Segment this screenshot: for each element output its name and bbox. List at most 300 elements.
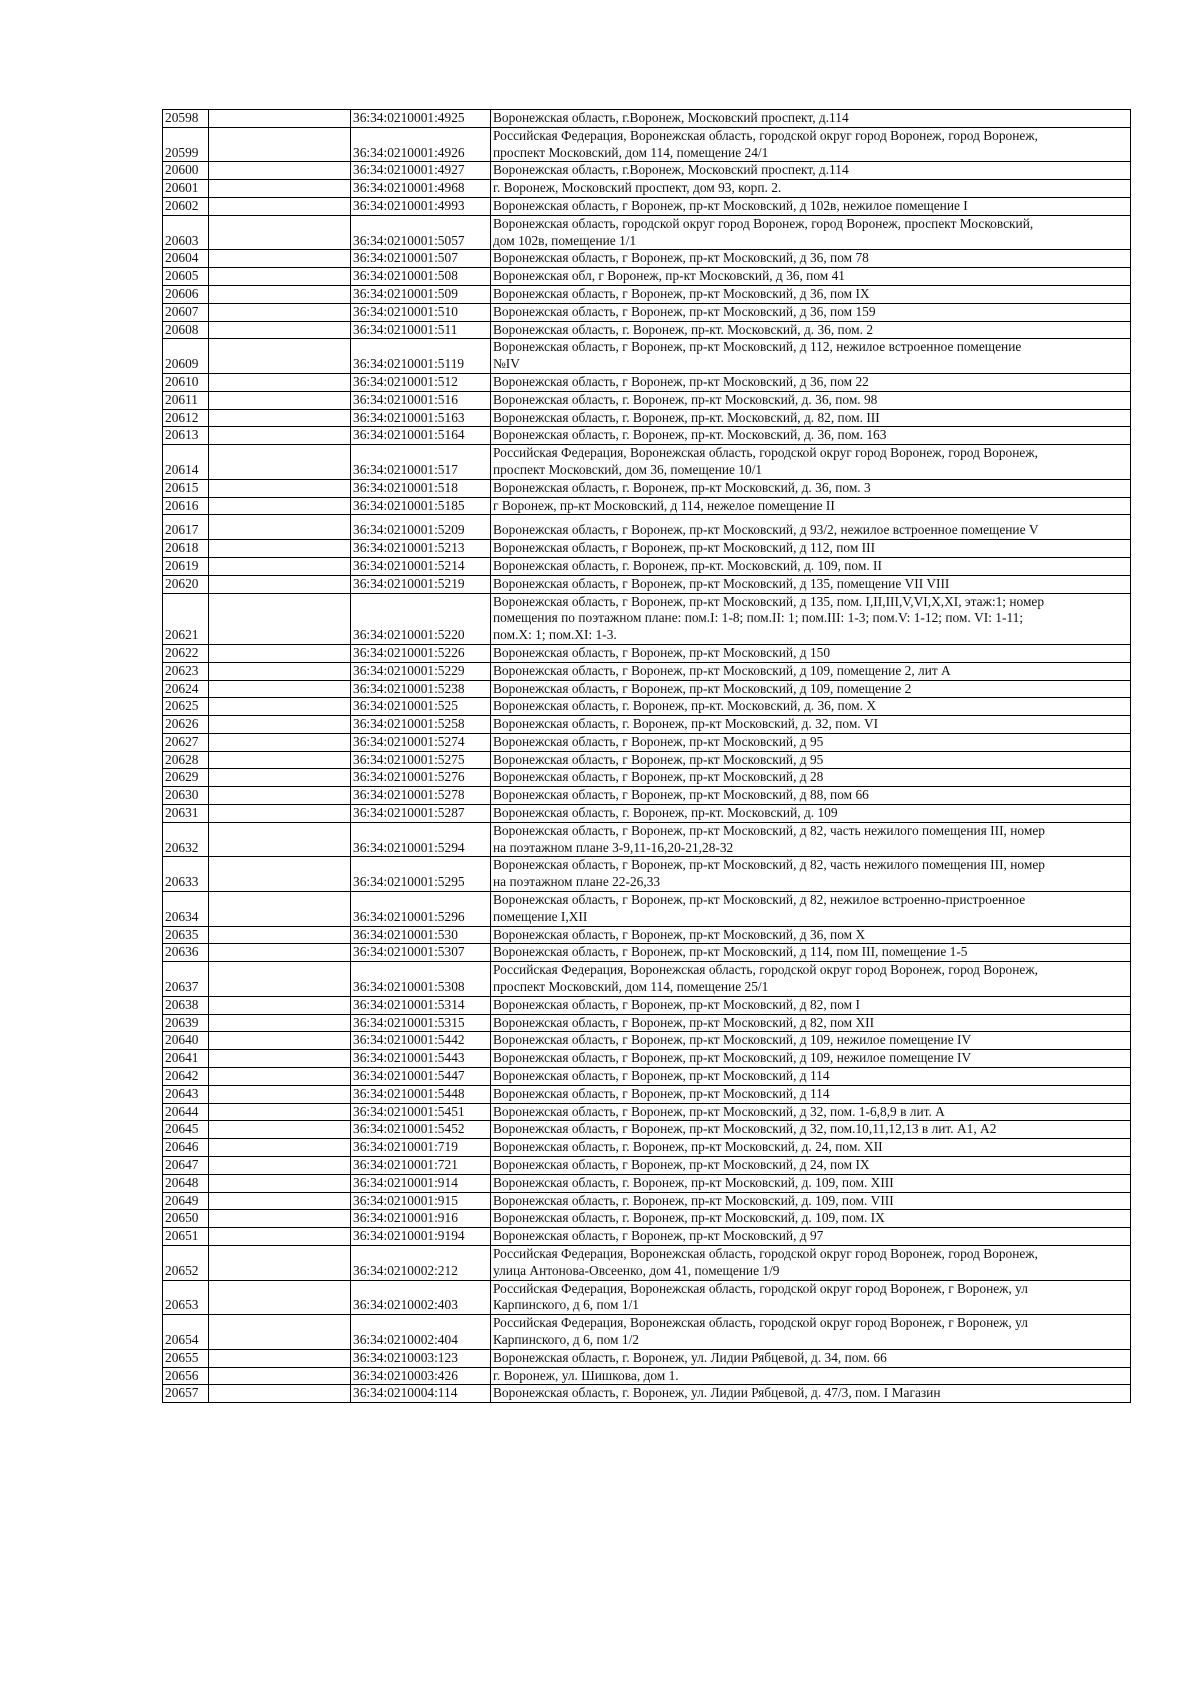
address-cell [491, 445, 1131, 480]
row-number-cell: 20655 [163, 1349, 209, 1367]
empty-cell [209, 427, 351, 445]
address-line: улица Антонова-Овсеенко, дом 41, помещение 1/9 [493, 1262, 780, 1278]
address-cell [491, 962, 1131, 997]
empty-cell [209, 162, 351, 180]
table-row [163, 751, 1131, 769]
cadastral-number-cell: 36:34:0210001:5213 [351, 540, 491, 558]
address-line: Воронежская область, г. Воронеж, пр-кт Московский, д. 36, пом. 98 [493, 391, 878, 407]
cadastral-table [162, 109, 1131, 1403]
address-line: Воронежская область, г. Воронеж, пр-кт Московский, д. 109, пом. XIII [493, 1174, 894, 1190]
cadastral-number-cell: 36:34:0210001:5443 [351, 1050, 491, 1068]
row-number-cell: 20651 [163, 1228, 209, 1246]
empty-cell [209, 515, 351, 540]
row-number-cell: 20608 [163, 321, 209, 339]
table-row [163, 215, 1131, 250]
row-number-cell: 20642 [163, 1068, 209, 1086]
address-line: Воронежская область, г. Воронеж, пр-кт. Московский, д. 109, пом. II [493, 557, 882, 573]
row-number-cell: 20641 [163, 1050, 209, 1068]
empty-cell [209, 926, 351, 944]
address-line: Воронежская область, г. Воронеж, пр-кт Московский, д. 32, пом. VI [493, 716, 879, 732]
cadastral-number-cell: 36:34:0210004:114 [351, 1385, 491, 1403]
row-number-cell: 20650 [163, 1210, 209, 1228]
row-number-cell: 20628 [163, 751, 209, 769]
empty-cell [209, 1068, 351, 1086]
address-line: пом.X: 1; пом.XI: 1-3. [493, 627, 617, 643]
empty-cell [209, 892, 351, 927]
cadastral-number-cell: 36:34:0210001:5307 [351, 944, 491, 962]
address-line: Воронежская область, г. Воронеж, пр-кт Московский, д. 109, пом. IX [493, 1210, 885, 1226]
cadastral-number-cell: 36:34:0210001:4927 [351, 162, 491, 180]
row-number-cell: 20634 [163, 892, 209, 927]
empty-cell [209, 303, 351, 321]
empty-cell [209, 1085, 351, 1103]
empty-cell [209, 644, 351, 662]
empty-cell [209, 1280, 351, 1315]
table-row [163, 1228, 1131, 1246]
row-number-cell: 20613 [163, 427, 209, 445]
address-cell [491, 250, 1131, 268]
address-cell [491, 215, 1131, 250]
address-cell [491, 427, 1131, 445]
address-line: Воронежская область, г Воронеж, пр-кт Московский, д 82, нежилое встроенно-пристроенное [493, 892, 1026, 908]
address-line: Воронежская область, городской округ город Воронеж, город Воронеж, проспект Московский, [493, 215, 1034, 231]
cadastral-number-cell: 36:34:0210001:4993 [351, 197, 491, 215]
row-number-cell: 20631 [163, 805, 209, 823]
row-number-cell: 20632 [163, 822, 209, 857]
table-row [163, 1014, 1131, 1032]
row-number-cell: 20615 [163, 479, 209, 497]
address-cell [491, 1315, 1131, 1350]
cadastral-number-cell: 36:34:0210001:4925 [351, 110, 491, 128]
table-row [163, 662, 1131, 680]
empty-cell [209, 321, 351, 339]
address-cell [491, 593, 1131, 644]
cadastral-number-cell: 36:34:0210001:5220 [351, 593, 491, 644]
address-cell [491, 110, 1131, 128]
address-line: Воронежская область, г Воронеж, пр-кт Московский, д 102в, нежилое помещение I [493, 197, 968, 213]
address-cell [491, 1228, 1131, 1246]
empty-cell [209, 373, 351, 391]
cadastral-number-cell: 36:34:0210001:5057 [351, 215, 491, 250]
address-cell [491, 787, 1131, 805]
table-row [163, 180, 1131, 198]
table-row [163, 962, 1131, 997]
address-line: помещение I,XII [493, 908, 588, 924]
address-cell [491, 1068, 1131, 1086]
table-row [163, 1085, 1131, 1103]
table-row [163, 698, 1131, 716]
empty-cell [209, 180, 351, 198]
empty-cell [209, 197, 351, 215]
row-number-cell: 20609 [163, 339, 209, 374]
table-row [163, 733, 1131, 751]
table-row [163, 445, 1131, 480]
row-number-cell: 20638 [163, 996, 209, 1014]
table-row [163, 427, 1131, 445]
empty-cell [209, 698, 351, 716]
table-row [163, 1210, 1131, 1228]
address-cell [491, 479, 1131, 497]
table-row [163, 557, 1131, 575]
table-row [163, 1050, 1131, 1068]
table-row [163, 1068, 1131, 1086]
row-number-cell: 20601 [163, 180, 209, 198]
cadastral-number-cell: 36:34:0210002:212 [351, 1246, 491, 1281]
row-number-cell: 20653 [163, 1280, 209, 1315]
cadastral-number-cell: 36:34:0210001:5229 [351, 662, 491, 680]
address-cell [491, 1192, 1131, 1210]
address-cell [491, 944, 1131, 962]
address-line: Российская Федерация, Воронежская область, городской округ город Воронеж, город Воронеж, [493, 962, 1038, 978]
cadastral-number-cell: 36:34:0210001:5164 [351, 427, 491, 445]
empty-cell [209, 1367, 351, 1385]
address-cell [491, 1174, 1131, 1192]
address-cell [491, 303, 1131, 321]
address-line: Воронежская область, г Воронеж, пр-кт Московский, д 82, часть нежилого помещения III, номер [493, 822, 1045, 838]
table-row [163, 1157, 1131, 1175]
empty-cell [209, 1192, 351, 1210]
address-line: Воронежская область, г Воронеж, пр-кт Московский, д 36, пом 78 [493, 250, 869, 266]
address-line: на поэтажном плане 3-9,11-16,20-21,28-32 [493, 839, 734, 855]
empty-cell [209, 1121, 351, 1139]
cadastral-number-cell: 36:34:0210001:510 [351, 303, 491, 321]
row-number-cell: 20607 [163, 303, 209, 321]
empty-cell [209, 285, 351, 303]
address-line: дом 102в, помещение 1/1 [493, 232, 637, 248]
empty-cell [209, 769, 351, 787]
cadastral-number-cell: 36:34:0210001:5214 [351, 557, 491, 575]
cadastral-number-cell: 36:34:0210001:5226 [351, 644, 491, 662]
cadastral-number-cell: 36:34:0210001:719 [351, 1139, 491, 1157]
empty-cell [209, 857, 351, 892]
address-line: Воронежская область, г Воронеж, пр-кт Московский, д 114 [493, 1085, 830, 1101]
cadastral-number-cell: 36:34:0210001:5209 [351, 515, 491, 540]
table-row [163, 644, 1131, 662]
row-number-cell: 20619 [163, 557, 209, 575]
address-cell [491, 698, 1131, 716]
table-row [163, 680, 1131, 698]
row-number-cell: 20657 [163, 1385, 209, 1403]
cadastral-number-cell: 36:34:0210002:404 [351, 1315, 491, 1350]
address-line: Воронежская область, г Воронеж, пр-кт Московский, д 28 [493, 769, 824, 785]
cadastral-number-cell: 36:34:0210002:403 [351, 1280, 491, 1315]
address-cell [491, 733, 1131, 751]
row-number-cell: 20625 [163, 698, 209, 716]
address-cell [491, 1014, 1131, 1032]
address-cell [491, 1280, 1131, 1315]
empty-cell [209, 787, 351, 805]
address-line: Воронежская область, г. Воронеж, ул. Лидии Рябцевой, д. 47/3, пом. I Магазин [493, 1385, 941, 1401]
row-number-cell: 20629 [163, 769, 209, 787]
address-line: Воронежская область, г Воронеж, пр-кт Московский, д 112, нежилое встроенное помещение [493, 339, 1022, 355]
address-line: Воронежская область, г Воронеж, пр-кт Московский, д 114, пом III, помещение 1-5 [493, 944, 968, 960]
address-line: Воронежская область, г Воронеж, пр-кт Московский, д 36, пом X [493, 926, 866, 942]
empty-cell [209, 1050, 351, 1068]
address-cell [491, 716, 1131, 734]
address-line: Воронежская область, г Воронеж, пр-кт Московский, д 82, пом I [493, 996, 860, 1012]
row-number-cell: 20621 [163, 593, 209, 644]
row-number-cell: 20604 [163, 250, 209, 268]
table-row [163, 1192, 1131, 1210]
table-row [163, 716, 1131, 734]
address-line: Воронежская область, г.Воронеж, Московский проспект, д.114 [493, 110, 849, 125]
table-row [163, 110, 1131, 128]
address-cell [491, 373, 1131, 391]
table-row [163, 1385, 1131, 1403]
address-cell [491, 1085, 1131, 1103]
address-cell [491, 497, 1131, 515]
row-number-cell: 20647 [163, 1157, 209, 1175]
empty-cell [209, 1032, 351, 1050]
row-number-cell: 20644 [163, 1103, 209, 1121]
address-cell [491, 1349, 1131, 1367]
cadastral-number-cell: 36:34:0210001:507 [351, 250, 491, 268]
row-number-cell: 20627 [163, 733, 209, 751]
cadastral-number-cell: 36:34:0210001:5219 [351, 575, 491, 593]
address-line: Воронежская область, г Воронеж, пр-кт Московский, д 150 [493, 644, 831, 660]
cadastral-number-cell: 36:34:0210001:5448 [351, 1085, 491, 1103]
row-number-cell: 20599 [163, 127, 209, 162]
row-number-cell: 20611 [163, 391, 209, 409]
row-number-cell: 20639 [163, 1014, 209, 1032]
row-number-cell: 20640 [163, 1032, 209, 1050]
address-cell [491, 1210, 1131, 1228]
address-line: Воронежская область, г Воронеж, пр-кт Московский, д 36, пом 159 [493, 303, 876, 319]
table-row [163, 857, 1131, 892]
address-line: Российская Федерация, Воронежская область, городской округ город Воронеж, город Воронеж, [493, 1246, 1038, 1261]
cadastral-number-cell: 36:34:0210001:9194 [351, 1228, 491, 1246]
cadastral-number-cell: 36:34:0210001:5275 [351, 751, 491, 769]
table-row [163, 575, 1131, 593]
address-line: Воронежская область, г. Воронеж, ул. Лидии Рябцевой, д. 34, пом. 66 [493, 1349, 887, 1365]
row-number-cell: 20656 [163, 1367, 209, 1385]
row-number-cell: 20630 [163, 787, 209, 805]
empty-cell [209, 680, 351, 698]
address-cell [491, 409, 1131, 427]
row-number-cell: 20603 [163, 215, 209, 250]
address-line: Воронежская область, г Воронеж, пр-кт Московский, д 135, пом. I,II,III,V,VI,X,XI, этаж:1; номер [493, 593, 1045, 609]
table-row [163, 515, 1131, 540]
address-line: Воронежская область, г. Воронеж, пр-кт. Московский, д. 36, пом. 2 [493, 321, 874, 337]
address-cell [491, 1246, 1131, 1281]
address-line: Воронежская область, г. Воронеж, пр-кт Московский, д. 109, пом. VIII [493, 1192, 894, 1208]
cadastral-number-cell: 36:34:0210001:5163 [351, 409, 491, 427]
address-cell [491, 1385, 1131, 1403]
table-row [163, 926, 1131, 944]
cadastral-number-cell: 36:34:0210001:5258 [351, 716, 491, 734]
table-row [163, 321, 1131, 339]
row-number-cell: 20622 [163, 644, 209, 662]
row-number-cell: 20645 [163, 1121, 209, 1139]
address-cell [491, 162, 1131, 180]
row-number-cell: 20633 [163, 857, 209, 892]
address-line: г. Воронеж, Московский проспект, дом 93, корп. 2. [493, 180, 782, 196]
table-row [163, 996, 1131, 1014]
address-line: Воронежская область, г.Воронеж, Московский проспект, д.114 [493, 162, 849, 178]
empty-cell [209, 593, 351, 644]
row-number-cell: 20648 [163, 1174, 209, 1192]
address-line: Российская Федерация, Воронежская область, городской округ город Воронеж, город Воронеж, [493, 445, 1038, 461]
table-row [163, 1315, 1131, 1350]
address-cell [491, 892, 1131, 927]
table-row [163, 268, 1131, 286]
cadastral-number-cell: 36:34:0210001:518 [351, 479, 491, 497]
table-row [163, 339, 1131, 374]
address-line: Воронежская область, г Воронеж, пр-кт Московский, д 93/2, нежилое встроенное помещение V [493, 522, 1039, 538]
cadastral-number-cell: 36:34:0210001:5314 [351, 996, 491, 1014]
address-cell [491, 391, 1131, 409]
address-line: Воронежская область, г Воронеж, пр-кт Московский, д 82, пом XII [493, 1014, 875, 1030]
empty-cell [209, 445, 351, 480]
address-cell [491, 1139, 1131, 1157]
address-cell [491, 680, 1131, 698]
table-row [163, 303, 1131, 321]
empty-cell [209, 944, 351, 962]
address-line: Воронежская область, г Воронеж, пр-кт Московский, д 114 [493, 1068, 830, 1084]
address-line: Воронежская обл, г Воронеж, пр-кт Московский, д 36, пом 41 [493, 268, 845, 284]
cadastral-number-cell: 36:34:0210001:5295 [351, 857, 491, 892]
address-cell [491, 197, 1131, 215]
row-number-cell: 20620 [163, 575, 209, 593]
address-line: помещения по поэтажном плане: пом.I: 1-8; пом.II: 1; пом.III: 1-3; пом.V: 1-12; пом. VI: 1-11; [493, 610, 1024, 626]
address-line: Воронежская область, г. Воронеж, пр-кт. Московский, д. 82, пом. III [493, 409, 880, 425]
address-line: Воронежская область, г Воронеж, пр-кт Московский, д 24, пом IX [493, 1157, 870, 1173]
address-line: Воронежская область, г Воронеж, пр-кт Московский, д 109, помещение 2, лит А [493, 662, 951, 678]
table-row [163, 197, 1131, 215]
cadastral-number-cell: 36:34:0210003:123 [351, 1349, 491, 1367]
cadastral-number-cell: 36:34:0210001:916 [351, 1210, 491, 1228]
table-row [163, 769, 1131, 787]
address-line: проспект Московский, дом 114, помещение 24/1 [493, 144, 769, 160]
table-row [163, 479, 1131, 497]
address-line: Воронежская область, г Воронеж, пр-кт Московский, д 109, нежилое помещение IV [493, 1050, 972, 1066]
address-line: Воронежская область, г. Воронеж, пр-кт Московский, д. 36, пом. 3 [493, 479, 871, 495]
cadastral-number-cell: 36:34:0210001:4926 [351, 127, 491, 162]
row-number-cell: 20646 [163, 1139, 209, 1157]
document-page [162, 109, 1130, 1403]
cadastral-number-cell: 36:34:0210003:426 [351, 1367, 491, 1385]
address-cell [491, 926, 1131, 944]
empty-cell [209, 1349, 351, 1367]
row-number-cell: 20618 [163, 540, 209, 558]
empty-cell [209, 497, 351, 515]
cadastral-number-cell: 36:34:0210001:5278 [351, 787, 491, 805]
cadastral-number-cell: 36:34:0210001:914 [351, 1174, 491, 1192]
address-line: Карпинского, д 6, пом 1/1 [493, 1297, 639, 1313]
empty-cell [209, 391, 351, 409]
address-line: Воронежская область, г Воронеж, пр-кт Московский, д 95 [493, 733, 824, 749]
cadastral-number-cell: 36:34:0210001:525 [351, 698, 491, 716]
table-row [163, 892, 1131, 927]
empty-cell [209, 557, 351, 575]
address-cell [491, 996, 1131, 1014]
row-number-cell: 20617 [163, 515, 209, 540]
cadastral-number-cell: 36:34:0210001:511 [351, 321, 491, 339]
table-row [163, 409, 1131, 427]
table-row [163, 787, 1131, 805]
address-line: Воронежская область, г Воронеж, пр-кт Московский, д 82, часть нежилого помещения III, номер [493, 857, 1045, 873]
address-line: проспект Московский, дом 114, помещение 25/1 [493, 979, 769, 995]
address-cell [491, 180, 1131, 198]
address-cell [491, 1367, 1131, 1385]
empty-cell [209, 733, 351, 751]
row-number-cell: 20614 [163, 445, 209, 480]
empty-cell [209, 1315, 351, 1350]
cadastral-number-cell: 36:34:0210001:5185 [351, 497, 491, 515]
address-line: г. Воронеж, ул. Шишкова, дом 1. [493, 1367, 679, 1383]
row-number-cell: 20636 [163, 944, 209, 962]
address-cell [491, 515, 1131, 540]
table-row [163, 127, 1131, 162]
address-line: г Воронеж, пр-кт Московский, д 114, нежелое помещение II [493, 497, 835, 513]
table-row [163, 1139, 1131, 1157]
cadastral-number-cell: 36:34:0210001:5274 [351, 733, 491, 751]
address-cell [491, 575, 1131, 593]
address-cell [491, 857, 1131, 892]
address-line: проспект Московский, дом 36, помещение 10/1 [493, 461, 763, 477]
address-cell [491, 540, 1131, 558]
row-number-cell: 20649 [163, 1192, 209, 1210]
table-row [163, 540, 1131, 558]
cadastral-number-cell: 36:34:0210001:5447 [351, 1068, 491, 1086]
address-cell [491, 1032, 1131, 1050]
empty-cell [209, 540, 351, 558]
empty-cell [209, 1385, 351, 1403]
empty-cell [209, 479, 351, 497]
empty-cell [209, 339, 351, 374]
cadastral-number-cell: 36:34:0210001:5452 [351, 1121, 491, 1139]
table-row [163, 822, 1131, 857]
address-line: Воронежская область, г Воронеж, пр-кт Московский, д 32, пом.10,11,12,13 в лит. А1, А2 [493, 1121, 997, 1137]
empty-cell [209, 215, 351, 250]
empty-cell [209, 996, 351, 1014]
table-row [163, 1121, 1131, 1139]
row-number-cell: 20602 [163, 197, 209, 215]
empty-cell [209, 662, 351, 680]
address-cell [491, 822, 1131, 857]
empty-cell [209, 822, 351, 857]
table-row [163, 162, 1131, 180]
address-cell [491, 1050, 1131, 1068]
row-number-cell: 20623 [163, 662, 209, 680]
table-row [163, 1103, 1131, 1121]
cadastral-number-cell: 36:34:0210001:5238 [351, 680, 491, 698]
cadastral-number-cell: 36:34:0210001:5442 [351, 1032, 491, 1050]
table-row [163, 1349, 1131, 1367]
cadastral-number-cell: 36:34:0210001:5294 [351, 822, 491, 857]
empty-cell [209, 962, 351, 997]
cadastral-number-cell: 36:34:0210001:915 [351, 1192, 491, 1210]
table-row [163, 1246, 1131, 1281]
row-number-cell: 20605 [163, 268, 209, 286]
address-cell [491, 751, 1131, 769]
table-row [163, 1174, 1131, 1192]
cadastral-number-cell: 36:34:0210001:5287 [351, 805, 491, 823]
table-row [163, 593, 1131, 644]
empty-cell [209, 127, 351, 162]
cadastral-number-cell: 36:34:0210001:721 [351, 1157, 491, 1175]
address-line: Воронежская область, г Воронеж, пр-кт Московский, д 36, пом 22 [493, 373, 869, 389]
table-row [163, 391, 1131, 409]
empty-cell [209, 1246, 351, 1281]
table-row [163, 1280, 1131, 1315]
table-row [163, 1032, 1131, 1050]
empty-cell [209, 409, 351, 427]
row-number-cell: 20610 [163, 373, 209, 391]
address-line: на поэтажном плане 22-26,33 [493, 874, 661, 890]
address-line: Воронежская область, г Воронеж, пр-кт Московский, д 88, пом 66 [493, 787, 869, 803]
address-cell [491, 662, 1131, 680]
